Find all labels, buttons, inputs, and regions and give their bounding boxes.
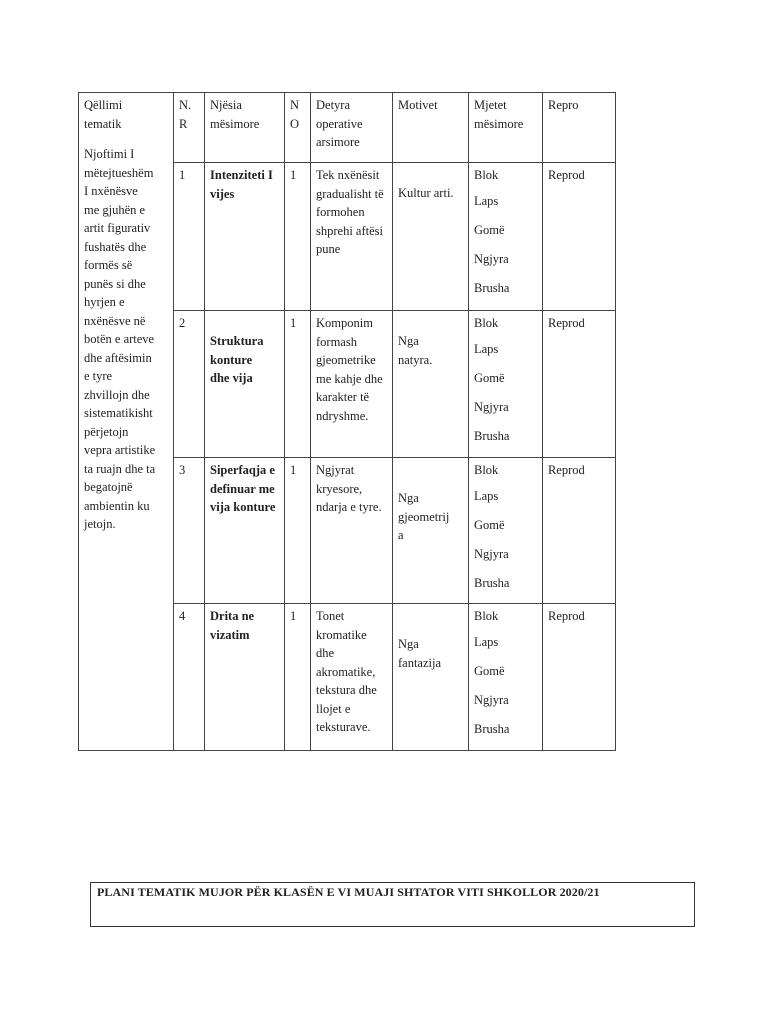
row-repro: Reprod xyxy=(543,163,616,311)
tool-item: Gomë xyxy=(474,518,505,532)
row-njesia: Struktura konture dhe vija xyxy=(210,334,264,385)
tool-item: Gomë xyxy=(474,223,505,237)
row-nr: 3 xyxy=(174,458,205,604)
no-header: N O xyxy=(285,93,311,163)
thematic-plan-table xyxy=(78,92,616,751)
plan-title-box xyxy=(90,882,695,927)
tool-item: Gomë xyxy=(474,371,505,385)
row-motivet-cell xyxy=(393,163,469,311)
row-repro: Reprod xyxy=(543,604,616,751)
row-njesia: Drita ne vizatim xyxy=(205,604,285,751)
row-no: 1 xyxy=(285,458,311,604)
row-njesia: Intenziteti I vijes xyxy=(205,163,285,311)
row-no: 1 xyxy=(285,604,311,751)
row-motivet: Kultur arti. xyxy=(398,186,454,200)
table-header-row xyxy=(79,93,616,163)
tool-item: Brusha xyxy=(474,576,510,590)
row-mjetet xyxy=(469,163,543,311)
row-no: 1 xyxy=(285,311,311,458)
tool-item: Blok xyxy=(474,168,499,182)
tool-item: Blok xyxy=(474,316,499,330)
tool-item: Laps xyxy=(474,194,499,208)
row-no: 1 xyxy=(285,163,311,311)
row-njesia: Siperfaqja e definuar me vija konture xyxy=(205,458,285,604)
row-detyra: Komponim formash gjeometrike me kahje dhe karakter të ndryshme. xyxy=(311,311,393,458)
row-motivet-cell xyxy=(393,604,469,751)
row-detyra: Tek nxënësit gradualisht të formohen shprehi aftësi pune xyxy=(311,163,393,311)
row-mjetet xyxy=(469,311,543,458)
row-nr: 4 xyxy=(174,604,205,751)
qellimi-cell xyxy=(79,93,174,751)
row-motivet-cell xyxy=(393,311,469,458)
motivet-header: Motivet xyxy=(393,93,469,163)
tool-item: Ngjyra xyxy=(474,400,509,414)
tool-item: Laps xyxy=(474,635,499,649)
row-nr: 1 xyxy=(174,163,205,311)
tool-item: Blok xyxy=(474,609,499,623)
tool-item: Ngjyra xyxy=(474,252,509,266)
row-detyra: Ngjyrat kryesore, ndarja e tyre. xyxy=(311,458,393,604)
row-motivet-cell xyxy=(393,458,469,604)
qellimi-body: Njoftimi I mëtejtueshëm I nxënësve me gjuhën e artit figurativ fushatës dhe formës së punës si dhe hyrjen e nxënësve në botën e arteve dhe aftësimin e tyre zhvillojn dhe sistematikisht përjetojn vepra artistike ta ruajn dhe ta begatojnë ambientin ku jetojn. xyxy=(84,147,156,531)
row-motivet: Nga gjeometrij a xyxy=(398,491,450,542)
repro-header: Repro xyxy=(543,93,616,163)
tool-item: Laps xyxy=(474,342,499,356)
row-repro: Reprod xyxy=(543,311,616,458)
plan-title: PLANI TEMATIK MUJOR PËR KLASËN E VI MUAJI SHTATOR VITI SHKOLLOR 2020/21 xyxy=(97,885,600,899)
tool-item: Brusha xyxy=(474,722,510,736)
njesia-header: Njësia mësimore xyxy=(205,93,285,163)
row-repro: Reprod xyxy=(543,458,616,604)
mjetet-header: Mjetet mësimore xyxy=(469,93,543,163)
tool-item: Ngjyra xyxy=(474,693,509,707)
row-motivet: Nga fantazija xyxy=(398,637,442,670)
row-motivet: Nga natyra. xyxy=(398,334,433,367)
row-nr: 2 xyxy=(174,311,205,458)
detyra-header: Detyra operative arsimore xyxy=(311,93,393,163)
tool-item: Blok xyxy=(474,463,499,477)
tool-item: Gomë xyxy=(474,664,505,678)
tool-item: Ngjyra xyxy=(474,547,509,561)
tool-item: Brusha xyxy=(474,429,510,443)
nr-header: N. R xyxy=(174,93,205,163)
tool-item: Brusha xyxy=(474,281,510,295)
row-detyra: Tonet kromatike dhe akromatike, tekstura dhe llojet e teksturave. xyxy=(311,604,393,751)
tool-item: Laps xyxy=(474,489,499,503)
row-njesia-cell xyxy=(205,311,285,458)
qellimi-header: Qëllimi tematik xyxy=(84,98,123,131)
row-mjetet xyxy=(469,458,543,604)
row-mjetet xyxy=(469,604,543,751)
